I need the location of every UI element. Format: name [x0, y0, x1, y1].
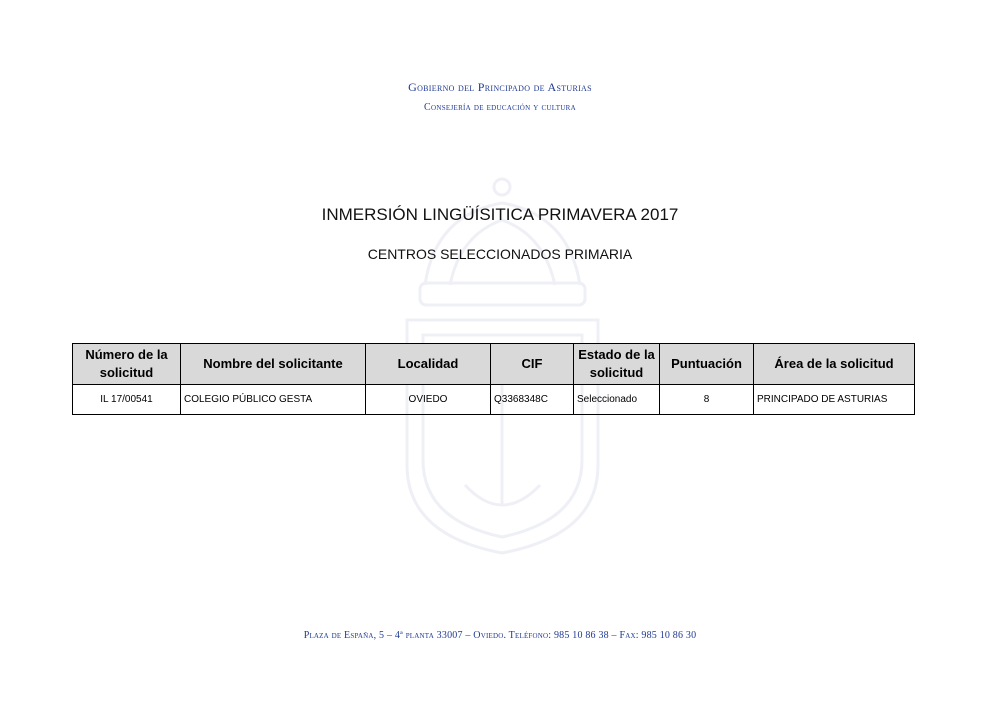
header-puntuacion: Puntuación	[660, 344, 754, 385]
header-area-solicitud: Área de la solicitud	[754, 344, 915, 385]
footer-address: Plaza de España, 5 – 4ª planta 33007 – Oviedo. Teléfono: 985 10 86 38 – Fax: 985 10 86 30	[303, 630, 697, 641]
government-header: Gobierno del Principado de Asturias	[408, 80, 592, 94]
table-row	[73, 385, 915, 415]
cell-cif: Q3368348C	[491, 385, 574, 415]
header-cif: CIF	[491, 344, 574, 385]
cell-nombre-solicitante: COLEGIO PÚBLICO GESTA	[181, 385, 366, 415]
header-localidad: Localidad	[366, 344, 491, 385]
document-subtitle: CENTROS SELECCIONADOS PRIMARIA	[367, 246, 633, 262]
table-header-row	[73, 344, 915, 385]
header-estado-solicitud: Estado de la solicitud	[574, 344, 660, 385]
header-numero-solicitud: Número de la solicitud	[73, 344, 181, 385]
header-nombre-solicitante: Nombre del solicitante	[181, 344, 366, 385]
department-header: Consejería de educación y cultura	[424, 102, 576, 113]
cell-localidad: OVIEDO	[366, 385, 491, 415]
results-table	[72, 343, 915, 415]
document-title: INMERSIÓN LINGÜÍSITICA PRIMAVERA 2017	[321, 205, 679, 224]
cell-area-solicitud: PRINCIPADO DE ASTURIAS	[754, 385, 915, 415]
cell-estado-solicitud: Seleccionado	[574, 385, 660, 415]
cell-puntuacion: 8	[660, 385, 754, 415]
cell-numero-solicitud: IL 17/00541	[73, 385, 181, 415]
